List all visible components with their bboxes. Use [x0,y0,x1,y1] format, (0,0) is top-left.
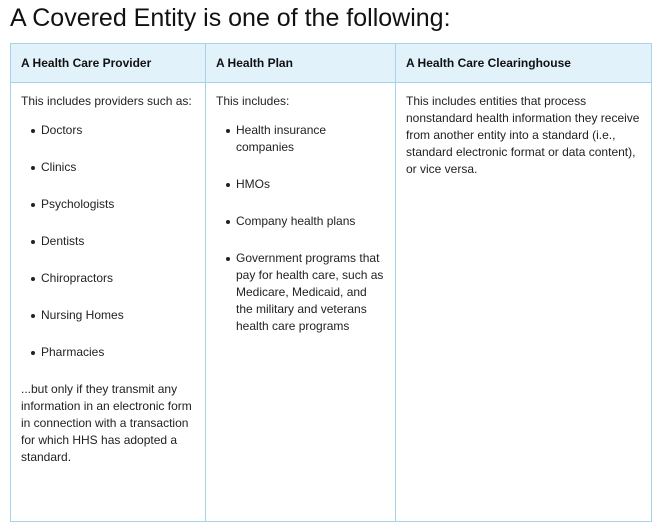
provider-intro: This includes providers such as: [21,94,192,108]
list-item-label: Chiropractors [41,271,114,285]
provider-list [21,122,195,361]
list-item [31,196,195,213]
list-item [226,213,385,230]
bullet-icon [226,129,230,133]
clearinghouse-cell [396,83,652,522]
list-item [31,344,195,361]
list-item-label: Dentists [41,234,85,248]
list-item [31,159,195,176]
header-health-care-provider: A Health Care Provider [11,44,206,83]
bullet-icon [31,240,35,244]
bullet-icon [31,166,35,170]
list-item-label: Health insurance companies [236,123,327,154]
list-item [226,250,385,335]
clearinghouse-text: This includes entities that process nonstandard health information they receive from another entity into a standard (i.e., standard electronic format or data content), or vice versa. [406,94,640,176]
list-item-label: Government programs that pay for health care, such as Medicare, Medicaid, and the military and veterans health care programs [236,251,384,333]
bullet-icon [31,277,35,281]
list-item-label: Doctors [41,123,83,137]
header-health-care-clearinghouse: A Health Care Clearinghouse [396,44,652,83]
list-item [31,122,195,139]
plan-intro: This includes: [216,94,290,108]
list-item-label: HMOs [236,177,270,191]
bullet-icon [31,314,35,318]
list-item [31,270,195,287]
bullet-icon [226,257,230,261]
table-header-row [11,44,652,83]
bullet-icon [31,129,35,133]
page-title: A Covered Entity is one of the following: [10,4,451,32]
bullet-icon [31,351,35,355]
provider-note: ...but only if they transmit any information in an electronic form in connection with a transaction for which HHS has adopted a standard. [21,382,192,464]
covered-entity-table [10,43,652,522]
plan-cell [206,83,396,522]
header-health-plan: A Health Plan [206,44,396,83]
provider-cell [11,83,206,522]
list-item [226,122,385,156]
list-item [31,307,195,324]
list-item-label: Psychologists [41,197,115,211]
bullet-icon [226,183,230,187]
list-item [31,233,195,250]
list-item-label: Clinics [41,160,77,174]
bullet-icon [226,220,230,224]
list-item-label: Nursing Homes [41,308,124,322]
list-item-label: Pharmacies [41,345,105,359]
list-item [226,176,385,193]
table-row [11,83,652,522]
list-item-label: Company health plans [236,214,356,228]
plan-list [216,122,385,335]
bullet-icon [31,203,35,207]
